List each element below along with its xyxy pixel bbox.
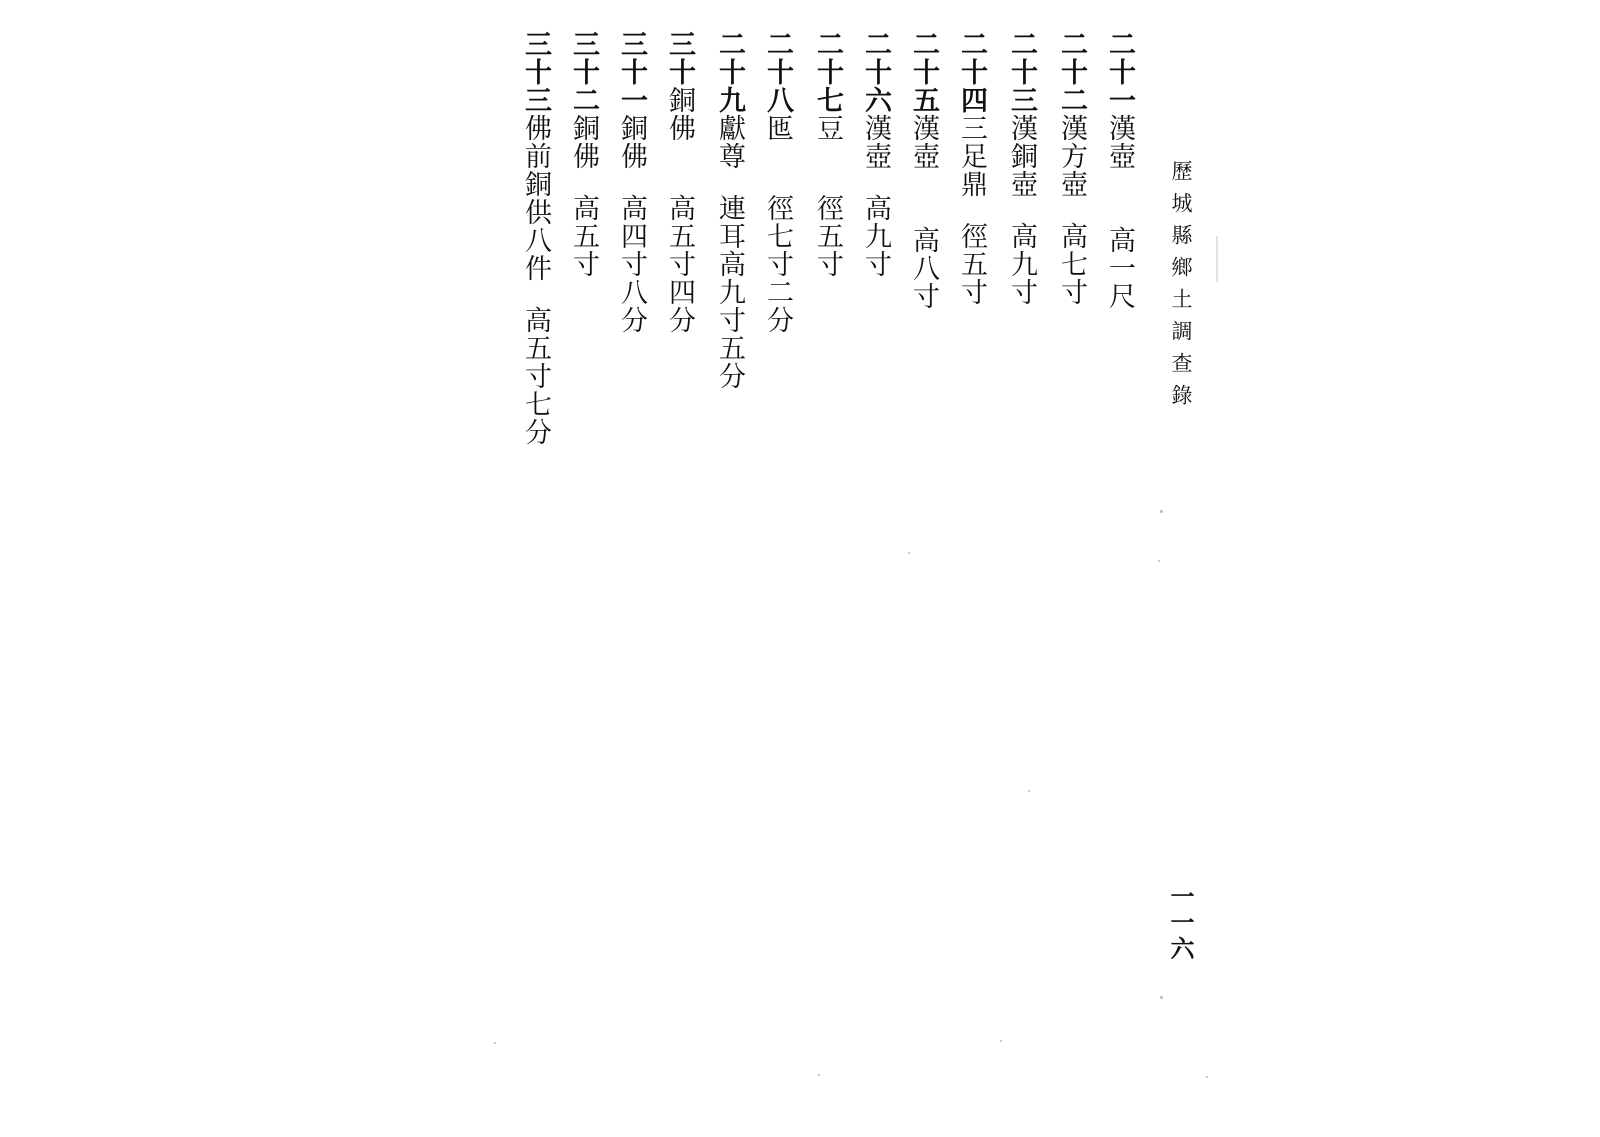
entry-size: 高五寸七分 bbox=[520, 306, 551, 446]
entry-number: 三十 bbox=[664, 30, 695, 86]
scan-speck bbox=[1028, 790, 1030, 792]
entry-size: 高五寸四分 bbox=[664, 194, 695, 334]
entry-size: 高五寸 bbox=[568, 194, 599, 278]
entry-30 bbox=[666, 30, 693, 334]
entry-name: 漢方壺 bbox=[1056, 114, 1087, 198]
entry-number: 二十二 bbox=[1056, 30, 1087, 114]
entry-name: 漢壺 bbox=[1104, 114, 1135, 170]
scan-speck bbox=[908, 552, 910, 554]
scan-speck bbox=[494, 1042, 496, 1044]
entry-24 bbox=[958, 30, 985, 306]
entry-31 bbox=[618, 30, 645, 334]
entry-number: 三十二 bbox=[568, 30, 599, 114]
entry-size: 高一尺 bbox=[1104, 226, 1135, 310]
scan-speck bbox=[1160, 510, 1163, 513]
entry-name: 三足鼎 bbox=[956, 114, 987, 198]
scan-speck bbox=[1216, 236, 1218, 282]
entry-name: 銅佛 bbox=[568, 114, 599, 170]
scan-speck bbox=[1160, 996, 1163, 999]
entry-26 bbox=[862, 30, 889, 278]
running-title: 歷城縣鄉土調查錄 bbox=[1169, 160, 1193, 416]
entry-22 bbox=[1058, 30, 1085, 306]
entry-name: 銅佛 bbox=[616, 114, 647, 170]
entry-name: 銅佛 bbox=[664, 86, 695, 142]
scan-speck bbox=[1206, 1076, 1208, 1078]
entry-size: 連耳高九寸五分 bbox=[714, 194, 745, 390]
entry-size: 徑五寸 bbox=[812, 194, 843, 278]
entry-number: 二十三 bbox=[1006, 30, 1037, 114]
entry-29 bbox=[716, 30, 743, 390]
entry-size: 高八寸 bbox=[908, 226, 939, 310]
entry-23 bbox=[1008, 30, 1035, 306]
entry-size: 徑七寸二分 bbox=[762, 194, 793, 334]
entry-number: 三十三 bbox=[520, 30, 551, 114]
entry-27 bbox=[814, 30, 841, 278]
entry-number: 二十九 bbox=[714, 30, 745, 114]
entry-name: 獻尊 bbox=[714, 114, 745, 170]
entry-number: 二十一 bbox=[1104, 30, 1135, 114]
entry-number: 二十七 bbox=[812, 30, 843, 114]
entry-name: 豆 bbox=[812, 114, 843, 142]
entry-size: 徑五寸 bbox=[956, 222, 987, 306]
entry-number: 二十五 bbox=[908, 30, 939, 114]
entry-name: 漢銅壺 bbox=[1006, 114, 1037, 198]
entry-size: 高九寸 bbox=[1006, 222, 1037, 306]
entry-name: 佛前銅供八件 bbox=[520, 114, 551, 282]
scan-speck bbox=[1000, 1040, 1002, 1042]
entry-name: 匜 bbox=[762, 114, 793, 142]
entry-name: 漢壺 bbox=[908, 114, 939, 170]
entry-number: 二十八 bbox=[762, 30, 793, 114]
entry-25 bbox=[910, 30, 937, 310]
entry-number: 二十四 bbox=[956, 30, 987, 114]
entry-33 bbox=[522, 30, 549, 446]
entry-size: 高四寸八分 bbox=[616, 194, 647, 334]
page-number: 一一六 bbox=[1166, 884, 1195, 962]
entry-size: 高九寸 bbox=[860, 194, 891, 278]
entry-21 bbox=[1106, 30, 1133, 310]
entry-number: 二十六 bbox=[860, 30, 891, 114]
entry-name: 漢壺 bbox=[860, 114, 891, 170]
entry-number: 三十一 bbox=[616, 30, 647, 114]
scan-speck bbox=[1158, 560, 1160, 562]
entry-28 bbox=[764, 30, 791, 334]
entry-size: 高七寸 bbox=[1056, 222, 1087, 306]
scan-speck bbox=[818, 1074, 820, 1076]
entry-32 bbox=[570, 30, 597, 278]
